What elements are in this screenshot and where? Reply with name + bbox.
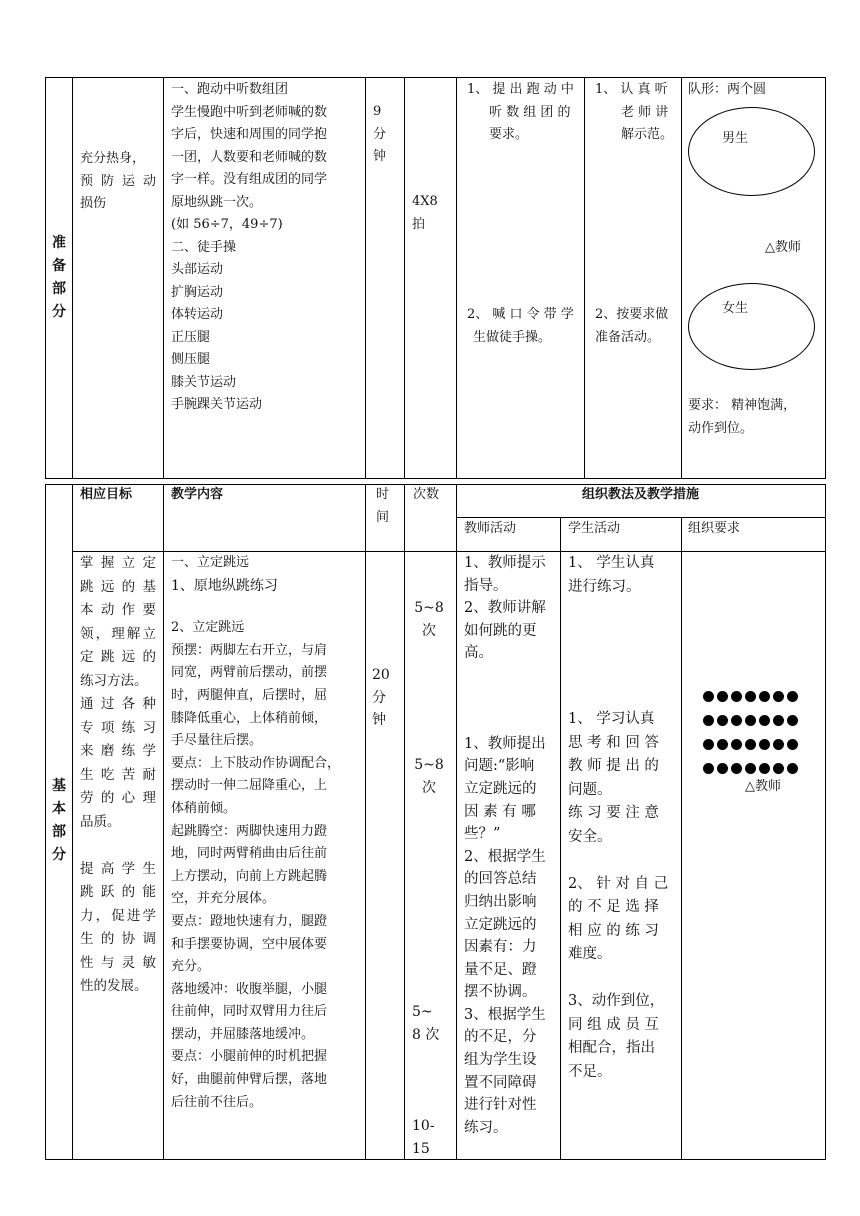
header-goal: 相应目标 [80,487,133,502]
border-line [681,77,682,479]
prep-time: 9 分 钟 [373,104,387,164]
border-line [365,484,366,1160]
main-time: 20 分 钟 [372,667,390,728]
header-student-activity: 学生活动 [568,521,621,536]
prep-count: 4X8 拍 [412,194,438,232]
border-line [681,517,682,1160]
prep-teacher-activity-1: 1、 提 出 跑 动 中 听 数 组 团 的 要求。 [467,82,574,142]
main-student-activity: 1、 学生认真 进行练习。 1、 学习认真 思 考 和 回 答 教 师 提 出 的 问题。 练 习 要 注 意 安全。 2、 针 对 自 己 的 不 足 选 择 相 应 的 练 习 难度。 3、动作到位， 同 组 成 员 互 相配合，指出 不足。 [568,555,669,1080]
prep-teacher-activity-2: 2、 喊 口 令 带 学 生做徒手操。 [467,307,574,345]
header-count: 次数 [413,487,440,502]
girls-circle [688,283,815,370]
border-line [45,484,46,1160]
prep-student-activity-1: 1、 认 真 听 老 师 讲 解示范。 [595,82,674,142]
border-line [560,517,561,1160]
header-org-requirement: 组织要求 [688,521,741,536]
border-line [404,77,405,479]
header-time: 时 间 [376,487,390,525]
main-teacher-marker: △教师 [745,779,781,794]
border-line [163,77,164,479]
formation-title: 队形：两个圆 [688,82,767,97]
prep-requirement: 要求： 精神饱满， 动作到位。 [688,398,797,436]
main-content: 一、立定跳远 1、原地纵跳练习 2、立定跳远 预摆：两脚左右开立，与肩 同宽，两臂前后摆动，前摆 时，两腿伸直，后摆时，屈 膝降低重心，上体稍前倾， 手尽量往后摆。 要点：上下肢动作协调配合， 摆动时一伸二屈降重心，上 体稍前倾。 起跳腾空：两脚快速用力蹬 地，同时两臂稍曲由后往前 上方摆动，向前上方跳起腾 空，并充分展体。 要点：蹬地快速有力，腿蹬 和手摆要协调，空中展体要 充分。 落地缓冲：收腹举腿，小腿 往前伸，同时双臂用力往后 摆动，并屈膝落地缓冲。 要点：小腿前伸的时机把握 好，曲腿前伸臂后摆，落地 后往前不往后。 [171,555,341,1110]
main-count-1: 5~8 次 [414,600,444,639]
boys-circle [688,107,815,196]
section-label-prep: 准 备 部 分 [52,235,66,320]
teacher-marker: △教师 [765,240,801,255]
header-teacher-activity: 教师活动 [464,521,517,536]
border-line [72,77,73,479]
border-line [456,484,457,1160]
border-line [825,77,826,479]
main-count-2: 5~8 次 [414,757,444,796]
prep-content: 一、跑动中听数组团 学生慢跑中听到老师喊的数 字后，快速和周围的同学抱 一团，人数要和老师喊的数 字一样。没有组成团的同学 原地纵跳一次。 (如 56÷7，49÷7) 二、徒手操 头部运动 扩胸运动 体转运动 正压腿 侧压腿 膝关节运动 手腕踝关节运动 [171,82,328,412]
main-goal: 掌 握 立 定 跳 远 的 基 本 动 作 要 领，理解立 定 跳 远 的 练习方法。 通 过 各 种 专 项 练 习 来 磨 练 学 生 吃 苦 耐 劳 的 心 理 品质。 提 高 学 生 跳 跃 的 能 力，促进学 生 的 协 调 性 与 灵 敏 性的发展。 [80,555,156,994]
border-line [72,484,73,1160]
main-count-3: 5~ 8 次 [412,1004,440,1043]
main-count-4: 10- 15 [412,1118,435,1157]
border-line [365,77,366,479]
girls-label: 女生 [722,301,749,316]
header-org: 组织教法及教学措施 [581,487,699,502]
section-label-main: 基 本 部 分 [52,778,66,863]
main-teacher-activity: 1、教师提示 指导。 2、教师讲解 如何跳的更 高。 1、教师提出 问题:“影响 立定跳远的 因 素 有 哪 些？” 2、根据学生 的回答总结 归纳出影响 立定跳远的 因素有：力 量不足、蹬 摆不协调。 3、根据学生 的不足，分 组为学生设 置不同障碍 进行针对性 练习。 [464,555,546,1136]
border-line [404,484,405,1160]
boys-label: 男生 [722,131,749,146]
prep-student-activity-2: 2、按要求做 准备活动。 [595,307,669,345]
border-line [45,77,46,479]
border-line [825,484,826,1160]
header-content: 教学内容 [171,487,224,502]
prep-goal: 充分热身， 预 防 运 动 损伤 [80,151,156,211]
border-line [456,77,457,479]
border-line [163,484,164,1160]
border-line [584,77,585,479]
